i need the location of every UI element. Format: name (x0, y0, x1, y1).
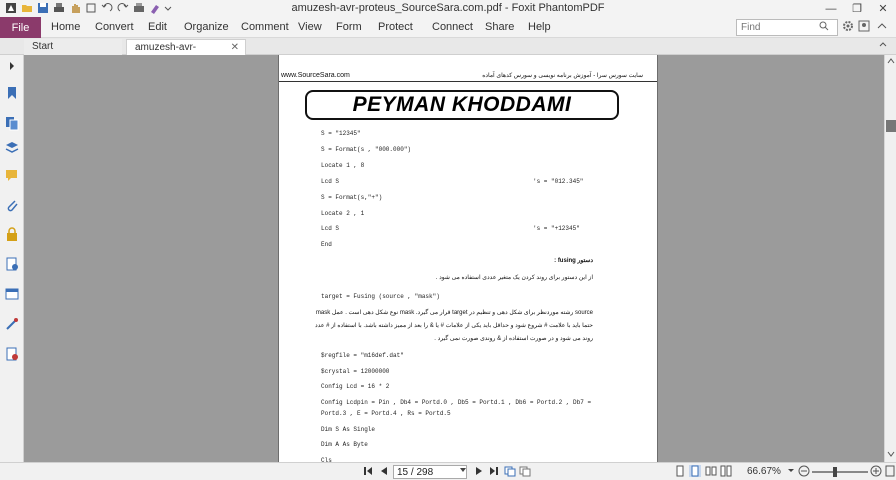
code-line: Lcd S (321, 178, 340, 185)
section-description: از این دستور برای روند کردن یک متغیر عددی استفاده می شود . (435, 275, 593, 281)
fullscreen-icon[interactable] (885, 465, 895, 480)
attachment-icon[interactable] (4, 197, 20, 213)
settings-icon[interactable] (842, 20, 854, 35)
document-viewport[interactable] (24, 55, 884, 462)
navigation-panel (0, 55, 24, 462)
page-number-input[interactable] (393, 465, 467, 479)
collapse-ribbon-icon[interactable] (876, 20, 888, 35)
layers-icon[interactable] (4, 139, 20, 155)
code-line: S = Format(s , "000.000") (321, 146, 412, 153)
menu-help[interactable]: Help (528, 21, 551, 33)
tab-list-chevron-icon[interactable] (878, 40, 888, 53)
code-line: Dim S As Single (321, 426, 376, 433)
code-line: Config Lcd = 16 * 2 (321, 383, 390, 390)
scroll-up-icon[interactable] (887, 57, 895, 67)
menu-edit[interactable]: Edit (148, 21, 167, 33)
first-page-icon[interactable] (362, 465, 374, 480)
ribbon-menu (0, 17, 896, 38)
continuous-facing-view-icon[interactable] (720, 465, 732, 480)
code-line: Lcd S (321, 225, 340, 232)
section-heading: دستور fusing : (554, 258, 593, 264)
code-line: Locate 1 , 8 (321, 162, 365, 169)
window-title: amuzesh-avr-proteus_SourceSara.com.pdf - Foxit PhantomPDF (291, 2, 605, 14)
signatures-icon[interactable] (4, 316, 20, 332)
zoom-slider-track[interactable] (812, 471, 868, 473)
continuous-view-icon[interactable] (689, 465, 701, 480)
zoom-level[interactable]: 66.67% (747, 466, 781, 477)
tab-start-label: Start (32, 41, 54, 52)
pdf-page (278, 55, 658, 462)
code-line: S = "12345" (321, 130, 361, 137)
zoom-in-icon[interactable] (870, 465, 882, 480)
header-site-description: سایت سورس سرا - آموزش برنامه نویسی و سورس کدهای آماده (482, 73, 643, 79)
expand-panel-icon[interactable] (4, 58, 20, 74)
bookmark-icon[interactable] (4, 85, 20, 101)
tab-start[interactable] (24, 39, 122, 55)
previous-view-icon[interactable] (504, 465, 516, 480)
menu-convert[interactable]: Convert (95, 21, 134, 33)
code-comment: 's = "+12345" (533, 225, 580, 232)
code-line: Cls (321, 457, 332, 462)
page-dropdown-icon[interactable] (459, 466, 467, 476)
author-banner: PEYMAN KHODDAMI (305, 90, 619, 120)
search-icon[interactable] (819, 21, 829, 34)
maximize-button[interactable]: ❐ (852, 3, 862, 15)
menu-view[interactable]: View (298, 21, 322, 33)
code-comment: 's = "012.345" (533, 178, 584, 185)
paragraph-line: source رشته موردنظر برای شکل دهی و تنظیم در target قرار می گیرد. mask نوع شکل دهی است . عمل mask (315, 310, 593, 316)
code-line: Portd.3 , E = Portd.4 , Rs = Portd.5 (321, 410, 451, 417)
status-bar (0, 462, 896, 480)
menu-file[interactable]: File (0, 17, 41, 38)
tab-close-icon[interactable]: ✕ (230, 42, 239, 53)
code-line: S = Format(s,"+") (321, 194, 383, 201)
page-header (279, 70, 657, 82)
scroll-thumb[interactable] (886, 120, 896, 132)
tab-document-label: amuzesh-avr- (135, 42, 197, 53)
menu-organize[interactable]: Organize (184, 21, 229, 33)
previous-page-icon[interactable] (378, 465, 390, 480)
zoom-out-icon[interactable] (798, 465, 810, 480)
menu-share[interactable]: Share (485, 21, 515, 33)
paragraph-line: حتما باید با علامت # شروع شود و حداقل باید یکی از علامات # یا & را بعد از ممیز داشته باشد. با استفاده از # عدد (315, 323, 593, 329)
code-line: $crystal = 12000000 (321, 368, 390, 375)
zoom-slider-thumb[interactable] (833, 467, 837, 477)
menu-protect[interactable]: Protect (378, 21, 413, 33)
code-line: Config Lcdpin = Pin , Db4 = Portd.0 , Db5 = Portd.1 , Db6 = Portd.2 , Db7 = (321, 399, 592, 406)
next-view-icon[interactable] (519, 465, 531, 480)
single-page-view-icon[interactable] (674, 465, 686, 480)
tab-document[interactable] (126, 39, 246, 55)
lock-icon[interactable] (4, 226, 20, 242)
fields-icon[interactable] (4, 286, 20, 302)
document-properties-icon[interactable] (4, 346, 20, 362)
minimize-button[interactable]: — (825, 2, 837, 15)
close-button[interactable]: ✕ (878, 3, 888, 15)
code-line: target = Fusing (source , "mask") (321, 293, 440, 300)
vertical-scrollbar[interactable] (884, 55, 896, 462)
code-line: $regfile = "m16def.dat" (321, 352, 404, 359)
facing-view-icon[interactable] (705, 465, 717, 480)
document-tabs (0, 38, 896, 55)
comments-icon[interactable] (4, 167, 20, 183)
pages-icon[interactable] (4, 115, 20, 131)
menu-connect[interactable]: Connect (432, 21, 473, 33)
code-line: Dim A As Byte (321, 441, 368, 448)
menu-comment[interactable]: Comment (241, 21, 289, 33)
content-icon[interactable] (4, 256, 20, 272)
next-page-icon[interactable] (473, 465, 485, 480)
code-line: Locate 2 , 1 (321, 210, 365, 217)
last-page-icon[interactable] (488, 465, 500, 480)
menu-form[interactable]: Form (336, 21, 362, 33)
code-line: End (321, 241, 332, 248)
title-bar (0, 0, 896, 17)
header-website: www.SourceSara.com (281, 72, 350, 79)
zoom-dropdown-icon[interactable] (786, 465, 796, 480)
user-account-icon[interactable] (858, 20, 870, 35)
paragraph-line: روند می شود و در صورت استفاده از & روندی صورت نمی گیرد . (434, 336, 593, 342)
scroll-down-icon[interactable] (887, 450, 895, 460)
menu-home[interactable]: Home (51, 21, 81, 33)
